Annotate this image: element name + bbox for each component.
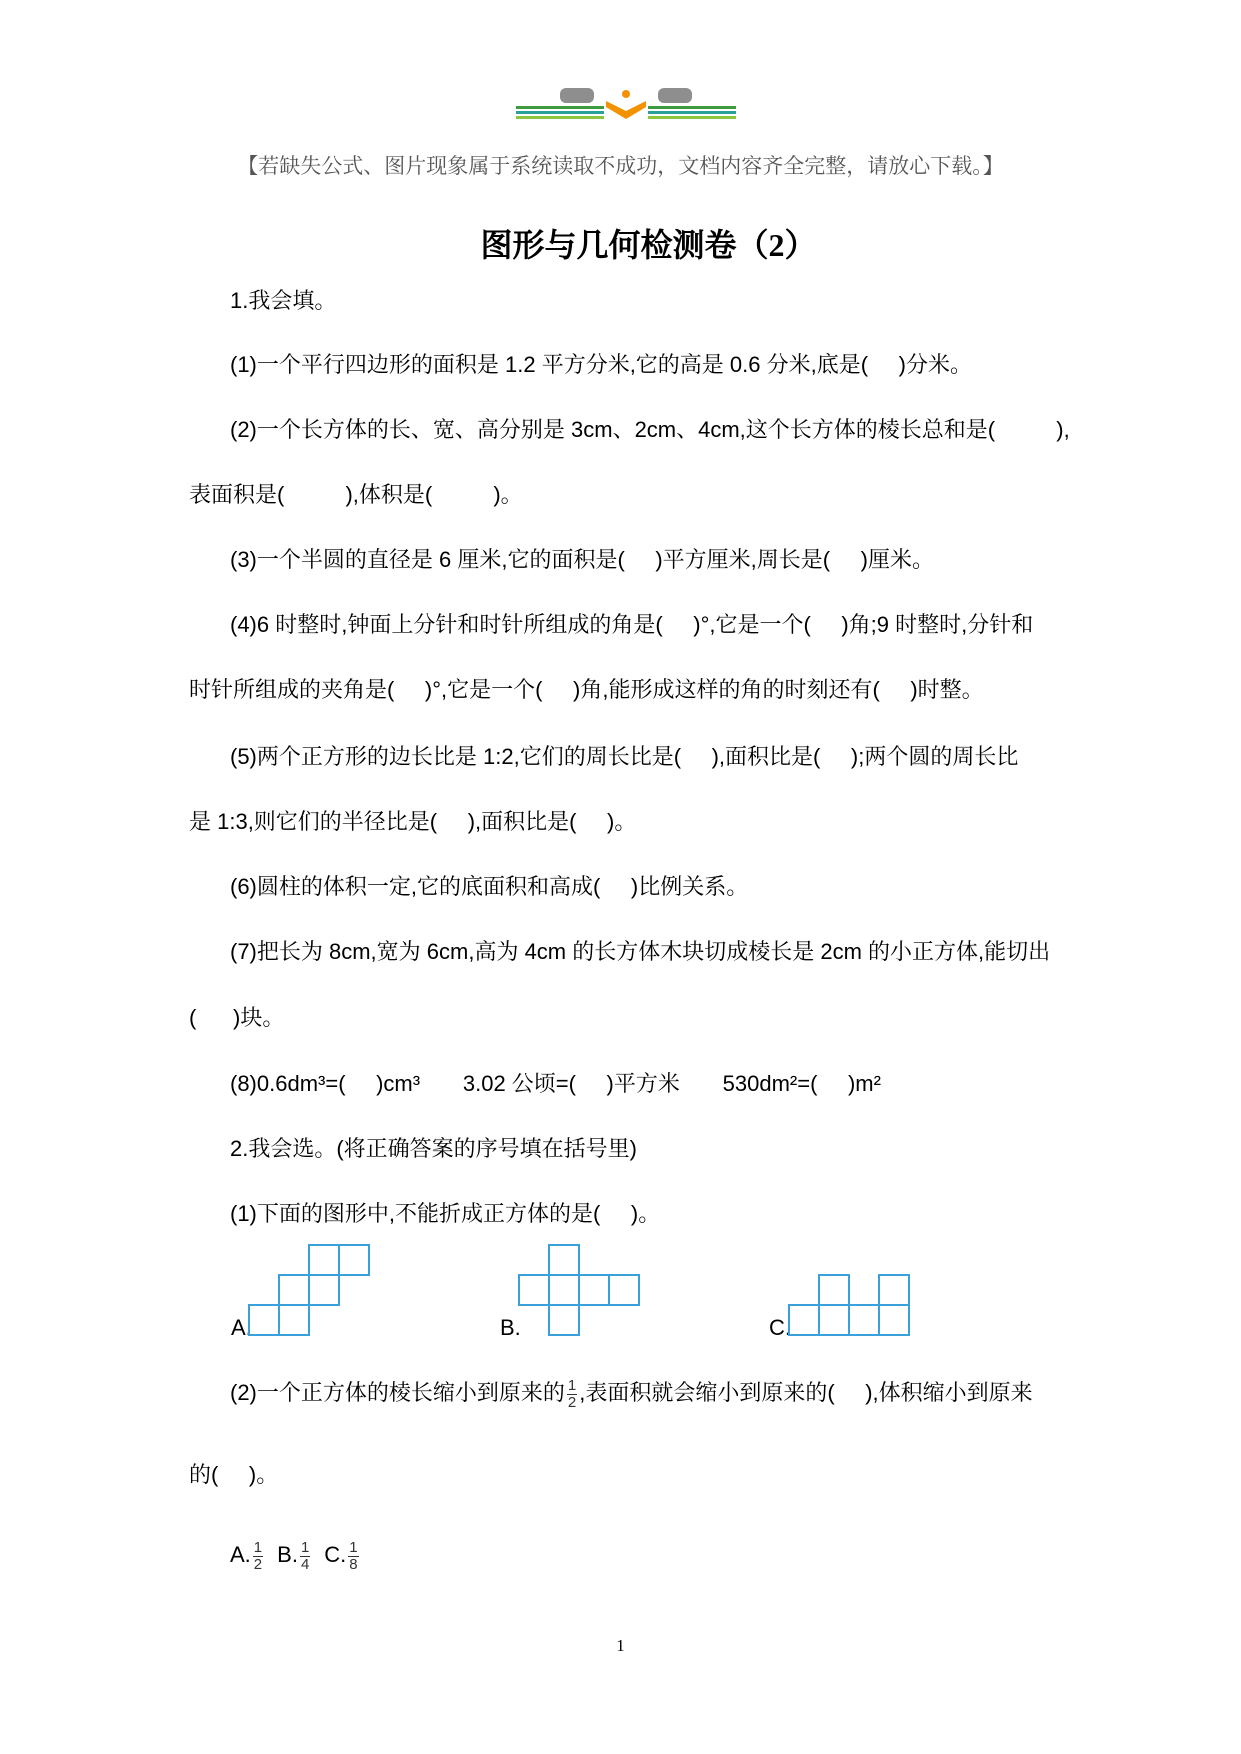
fraction-numerator: 1 — [349, 1538, 358, 1556]
q1-5-continuation: 是 1:3,则它们的半径比是( ),面积比是( )。 — [189, 809, 637, 834]
logo-stripe — [648, 116, 736, 119]
fraction-numerator: 1 — [253, 1538, 263, 1556]
net-square — [819, 1305, 849, 1335]
fraction-numerator: 1 — [567, 1376, 577, 1394]
q1-7-continuation: ( )块。 — [189, 1005, 285, 1030]
fraction — [348, 1540, 358, 1573]
logo-stripe — [648, 106, 736, 109]
cube-net-b — [518, 1244, 641, 1337]
logo-stripe — [516, 116, 604, 119]
option-c — [324, 1538, 360, 1573]
option-label: A. — [230, 1542, 251, 1567]
net-c-label: C. — [769, 1315, 791, 1340]
logo-stripe — [648, 111, 736, 114]
net-square — [309, 1245, 339, 1275]
option-label: C. — [324, 1542, 347, 1567]
net-square — [849, 1305, 879, 1335]
q1-6-text: (6)圆柱的体积一定,它的底面积和高成( )比例关系。 — [230, 874, 749, 899]
logo-stripe — [516, 111, 604, 114]
option-b — [277, 1538, 312, 1573]
q1-1-text: (1)一个平行四边形的面积是 1.2 平方分米,它的高是 0.6 分米,底是( )分米。 — [230, 352, 972, 377]
q1-7-text: (7)把长为 8cm,宽为 6cm,高为 4cm 的长方体木块切成棱长是 2cm 的小正方体,能切出 — [230, 939, 1051, 964]
net-square — [879, 1275, 909, 1305]
net-a-label: A. — [231, 1315, 252, 1340]
net-square — [549, 1245, 579, 1275]
net-square — [609, 1275, 639, 1305]
net-square — [279, 1305, 309, 1335]
q2-2-text-after: ,表面积就会缩小到原来的( ),体积缩小到原来 — [579, 1380, 1033, 1405]
logo-lettering-left — [560, 88, 594, 103]
option-label: B. — [277, 1542, 298, 1567]
net-square — [879, 1305, 909, 1335]
q2-2-text — [230, 1374, 1033, 1412]
net-square — [549, 1275, 579, 1305]
q1-4-text: (4)6 时整时,钟面上分针和时针所组成的角是( )°,它是一个( )角;9 时整时,分针和 — [230, 612, 1034, 637]
cube-net-c — [788, 1274, 911, 1337]
q1-2-continuation: 表面积是( ),体积是( )。 — [189, 482, 523, 507]
page-title: 图形与几何检测卷（2） — [480, 227, 817, 263]
q1-4-continuation: 时针所组成的夹角是( )°,它是一个( )角,能形成这样的角的时刻还有( )时整。 — [189, 677, 984, 702]
logo-lettering-right — [658, 88, 692, 103]
q1-8-text: (8)0.6dm³=( )cm³ 3.02 公顷=( )平方米 530dm²=( )m² — [230, 1071, 881, 1096]
fraction — [300, 1540, 310, 1573]
q2-2-options — [230, 1536, 373, 1574]
cube-net-a — [248, 1244, 371, 1337]
net-square — [549, 1305, 579, 1335]
net-square — [309, 1275, 339, 1305]
net-square — [339, 1245, 369, 1275]
fraction-denominator: 8 — [349, 1555, 358, 1573]
net-square — [579, 1275, 609, 1305]
net-square — [819, 1275, 849, 1305]
download-notice: 【若缺失公式、图片现象属于系统读取不成功，文档内容齐全完整，请放心下载。】 — [237, 154, 1004, 178]
q2-1-text: (1)下面的图形中,不能折成正方体的是( )。 — [230, 1201, 661, 1226]
logo-stripe — [516, 106, 604, 109]
net-square — [519, 1275, 549, 1305]
section1-heading: 1.我会填。 — [230, 288, 337, 313]
q1-3-text: (3)一个半圆的直径是 6 厘米,它的面积是( )平方厘米,周长是( )厘米。 — [230, 547, 935, 572]
option-a — [230, 1538, 265, 1573]
logo-figure-head — [622, 90, 630, 98]
q2-2-continuation: 的( )。 — [189, 1462, 279, 1487]
net-square — [279, 1275, 309, 1305]
page-number: 1 — [616, 1636, 625, 1655]
fraction — [253, 1540, 263, 1573]
q1-2-text: (2)一个长方体的长、宽、高分别是 3cm、2cm、4cm,这个长方体的棱长总和是( ), — [230, 417, 1070, 442]
section2-heading: 2.我会选。(将正确答案的序号填在括号里) — [230, 1136, 638, 1161]
logo — [514, 86, 738, 122]
net-square — [789, 1305, 819, 1335]
fraction-denominator: 4 — [300, 1555, 310, 1573]
fraction-numerator: 1 — [300, 1538, 310, 1556]
q2-2-text-before: (2)一个正方体的棱长缩小到原来的 — [230, 1380, 565, 1405]
fraction — [567, 1378, 577, 1411]
net-b-label: B. — [500, 1315, 521, 1340]
fraction-denominator: 2 — [567, 1393, 577, 1411]
q1-5-text: (5)两个正方形的边长比是 1:2,它们的周长比是( ),面积比是( );两个圆的周长比 — [230, 744, 1019, 769]
fraction-denominator: 2 — [253, 1555, 263, 1573]
logo-book — [606, 101, 646, 119]
net-square — [249, 1305, 279, 1335]
